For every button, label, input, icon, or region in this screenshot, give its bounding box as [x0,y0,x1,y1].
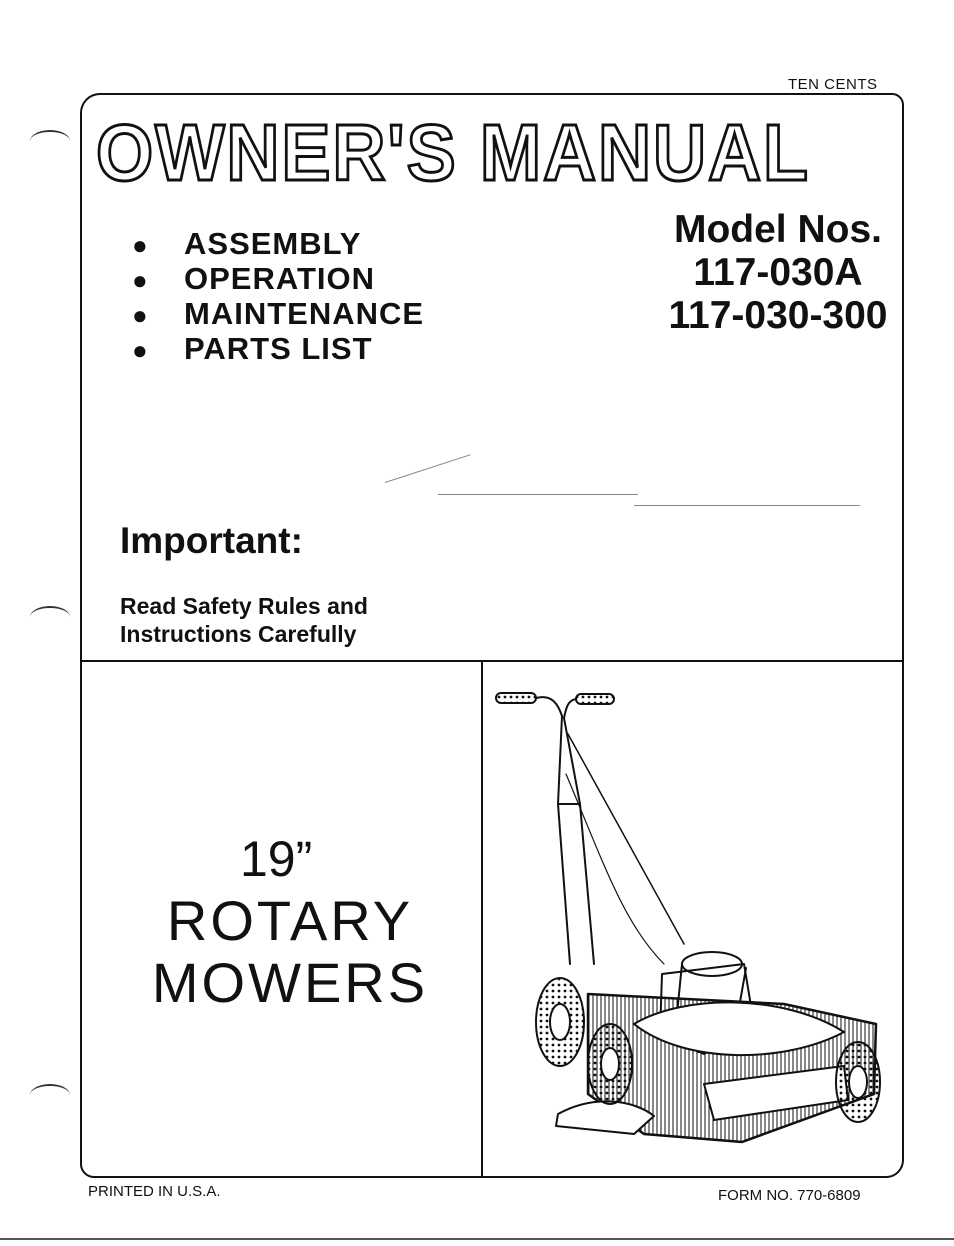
scan-mark [438,494,638,495]
lawn-mower-icon [484,664,902,1176]
topic-label: PARTS LIST [184,331,373,366]
instruction-line: Read Safety Rules and [120,593,368,619]
topic-item [132,296,424,331]
topic-label: OPERATION [184,261,375,296]
printed-in-label: PRINTED IN U.S.A. [88,1183,221,1200]
important-heading: Important: [120,520,303,561]
horizontal-divider [80,660,904,662]
topics-list [132,226,424,366]
product-line: ROTARY [166,889,414,952]
topic-item [132,331,424,366]
bullet-icon: ● [132,230,149,260]
model-number: 117-030-300 [668,294,888,337]
manual-title: OWNER'S MANUAL [96,108,810,197]
bullet-icon: ● [132,300,149,330]
product-name [130,890,450,1014]
bullet-icon: ● [132,265,149,295]
price-label: TEN CENTS [788,76,878,93]
scan-mark [634,505,860,506]
model-number: 117-030A [693,251,863,294]
punch-hole-mark [30,130,70,152]
topic-item [132,226,424,261]
mower-size: 19” [240,831,313,887]
model-heading: Model Nos. [673,208,882,251]
punch-hole-mark [30,1084,70,1106]
topic-label: MAINTENANCE [184,296,425,331]
model-numbers [640,208,916,337]
instruction-line: Instructions Carefully [120,621,357,647]
form-number: FORM NO. 770-6809 [718,1187,861,1204]
topic-label: ASSEMBLY [184,226,362,261]
vertical-divider [481,661,483,1178]
punch-hole-mark [30,606,70,628]
important-instructions [120,592,368,648]
page-edge-line [0,1238,954,1240]
product-line: MOWERS [151,951,429,1014]
topic-item [132,261,424,296]
bullet-icon: ● [132,335,149,365]
